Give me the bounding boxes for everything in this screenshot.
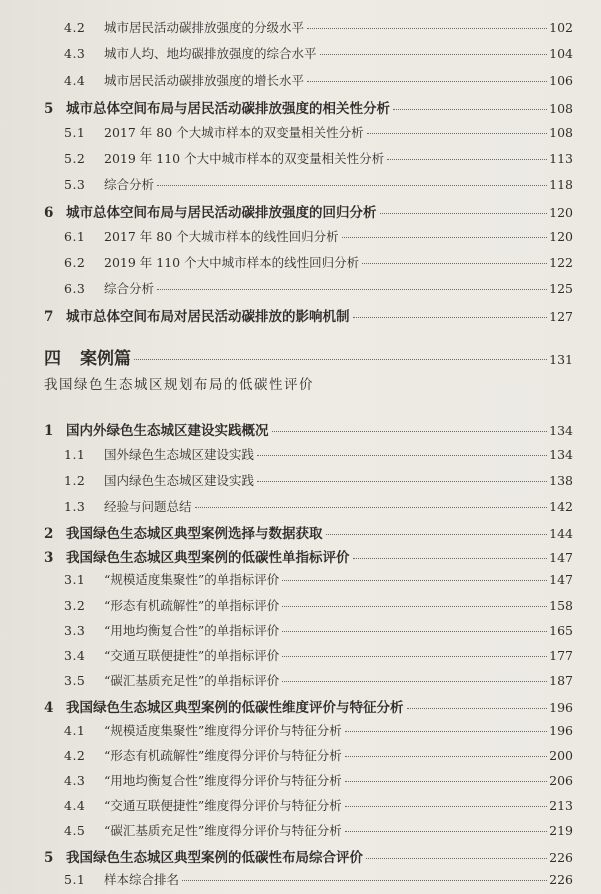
entry-number: 3.4	[64, 648, 86, 663]
toc-section-entry	[64, 671, 573, 689]
entry-title: 城市总体空间布局与居民活动碳排放强度的相关性分析	[66, 101, 390, 117]
toc-section-entry	[64, 71, 573, 89]
entry-number: 5.1	[64, 872, 86, 887]
leader-dots	[366, 858, 547, 859]
toc-chapter-entry	[44, 305, 573, 325]
entry-title: 我国绿色生态城区典型案例的低碳性布局综合评价	[66, 850, 363, 866]
entry-title: “形态有机疏解性”维度得分评价与特征分析	[104, 748, 342, 763]
entry-number: 4.3	[64, 773, 86, 788]
entry-number: 4.1	[64, 723, 86, 738]
part-subtitle: 我国绿色生态城区规划布局的低碳性评价	[44, 377, 314, 393]
leader-dots	[353, 317, 548, 318]
toc-section-entry	[64, 621, 573, 639]
entry-title: 2017 年 80 个大城市样本的线性回归分析	[104, 229, 339, 244]
entry-number: 1.1	[64, 447, 86, 462]
entry-title: 2019 年 110 个大中城市样本的双变量相关性分析	[104, 151, 385, 166]
leader-dots	[345, 781, 547, 782]
leader-dots	[195, 507, 548, 508]
entry-page-number: 200	[549, 748, 573, 763]
toc-section-entry	[64, 497, 573, 515]
entry-title: 我国绿色生态城区典型案例的低碳性单指标评价	[66, 550, 350, 566]
toc-section-entry	[64, 44, 573, 62]
entry-page-number: 108	[549, 101, 573, 116]
entry-number: 4.2	[64, 20, 86, 35]
entry-number: 3.1	[64, 572, 86, 587]
toc-section-entry	[64, 227, 573, 245]
entry-number: 5.3	[64, 177, 86, 192]
toc-section-entry	[64, 445, 573, 463]
entry-number: 1.2	[64, 473, 86, 488]
leader-dots	[353, 558, 548, 559]
leader-dots	[307, 81, 547, 82]
entry-page-number: 187	[549, 673, 573, 688]
entry-number: 1	[44, 423, 54, 439]
entry-title: 综合分析	[104, 281, 155, 296]
entry-number: 4.4	[64, 73, 86, 88]
entry-page-number: 158	[549, 598, 573, 613]
toc-chapter-entry	[44, 201, 573, 221]
toc-section-entry	[64, 471, 573, 489]
entry-number: 3	[44, 550, 54, 566]
entry-page-number: 219	[549, 823, 573, 838]
entry-page-number: 120	[549, 229, 573, 244]
toc-section-entry	[64, 175, 573, 193]
toc-chapter-entry	[44, 696, 573, 716]
entry-title: 城市居民活动碳排放强度的分级水平	[104, 20, 305, 35]
entry-page-number: 142	[549, 499, 573, 514]
entry-title: 城市总体空间布局对居民活动碳排放的影响机制	[66, 309, 350, 325]
entry-number: 3.3	[64, 623, 86, 638]
toc-section-entry	[64, 721, 573, 739]
toc-chapter-entry	[44, 97, 573, 117]
entry-number: 6	[44, 205, 54, 221]
entry-page-number: 102	[549, 20, 573, 35]
entry-number: 4.3	[64, 46, 86, 61]
entry-title: “形态有机疏解性”的单指标评价	[104, 598, 280, 613]
entry-page-number: 127	[549, 309, 573, 324]
entry-page-number: 118	[549, 177, 573, 192]
entry-page-number: 108	[549, 125, 573, 140]
entry-page-number: 147	[549, 550, 573, 565]
toc-chapter-entry	[44, 846, 573, 866]
entry-page-number: 134	[549, 447, 573, 462]
leader-dots	[282, 631, 547, 632]
leader-dots	[157, 185, 547, 186]
entry-number: 6.2	[64, 255, 86, 270]
entry-page-number: 226	[549, 850, 573, 865]
entry-page-number: 138	[549, 473, 573, 488]
leader-dots	[367, 133, 548, 134]
entry-title: 样本综合排名	[104, 872, 180, 887]
toc-section-entry	[64, 646, 573, 664]
leader-dots	[345, 731, 547, 732]
entry-page-number: 196	[549, 700, 573, 715]
entry-title: 2017 年 80 个大城市样本的双变量相关性分析	[104, 125, 364, 140]
entry-number: 5.1	[64, 125, 86, 140]
entry-page-number: 104	[549, 46, 573, 61]
entry-page-number: 125	[549, 281, 573, 296]
toc-section-entry	[64, 870, 573, 888]
entry-title: 国内外绿色生态城区建设实践概况	[66, 423, 269, 439]
leader-dots	[157, 289, 547, 290]
entry-number: 3.2	[64, 598, 86, 613]
entry-number: 4	[44, 700, 54, 716]
toc-section-entry	[64, 570, 573, 588]
entry-title: “交通互联便捷性”的单指标评价	[104, 648, 280, 663]
toc-chapter-entry	[44, 419, 573, 439]
leader-dots	[387, 159, 547, 160]
entry-title: 我国绿色生态城区典型案例的低碳性维度评价与特征分析	[66, 700, 404, 716]
leader-dots	[282, 681, 547, 682]
part-title: 案例篇	[80, 349, 131, 369]
entry-page-number: 213	[549, 798, 573, 813]
entry-title: 国内绿色生态城区建设实践	[104, 473, 255, 488]
toc-section-entry	[64, 771, 573, 789]
entry-title: 城市总体空间布局与居民活动碳排放强度的回归分析	[66, 205, 377, 221]
leader-dots	[362, 263, 547, 264]
entry-title: 城市居民活动碳排放强度的增长水平	[104, 73, 305, 88]
entry-title: “碳汇基质充足性”的单指标评价	[104, 673, 280, 688]
leader-dots	[272, 431, 548, 432]
entry-page-number: 120	[549, 205, 573, 220]
entry-number: 6.3	[64, 281, 86, 296]
entry-number: 6.1	[64, 229, 86, 244]
leader-dots	[320, 54, 548, 55]
entry-title: “交通互联便捷性”维度得分评价与特征分析	[104, 798, 342, 813]
toc-part-heading	[44, 344, 573, 369]
entry-number: 4.2	[64, 748, 86, 763]
leader-dots	[257, 481, 547, 482]
entry-page-number: 106	[549, 73, 573, 88]
entry-page-number: 206	[549, 773, 573, 788]
leader-dots	[393, 109, 547, 110]
entry-page-number: 147	[549, 572, 573, 587]
toc-section-entry	[64, 123, 573, 141]
part-number: 四	[44, 349, 63, 369]
entry-title: “用地均衡复合性”维度得分评价与特征分析	[104, 773, 342, 788]
leader-dots	[326, 534, 548, 535]
entry-number: 2	[44, 526, 54, 542]
leader-dots	[342, 237, 548, 238]
entry-number: 1.3	[64, 499, 86, 514]
toc-chapter-entry	[44, 522, 573, 542]
entry-page-number: 226	[549, 872, 573, 887]
entry-title: 国外绿色生态城区建设实践	[104, 447, 255, 462]
leader-dots	[257, 455, 547, 456]
leader-dots	[345, 756, 547, 757]
entry-number: 3.5	[64, 673, 86, 688]
entry-page-number: 113	[549, 151, 573, 166]
entry-page-number: 196	[549, 723, 573, 738]
toc-section-entry	[64, 746, 573, 764]
toc-section-entry	[64, 596, 573, 614]
entry-title: “碳汇基质充足性”维度得分评价与特征分析	[104, 823, 342, 838]
leader-dots	[407, 708, 548, 709]
entry-title: 综合分析	[104, 177, 155, 192]
entry-title: 我国绿色生态城区典型案例选择与数据获取	[66, 526, 323, 542]
leader-dots	[182, 880, 547, 881]
entry-page-number: 177	[549, 648, 573, 663]
entry-page-number: 165	[549, 623, 573, 638]
leader-dots	[282, 580, 547, 581]
entry-title: “规模适度集聚性”的单指标评价	[104, 572, 280, 587]
toc-chapter-entry	[44, 546, 573, 566]
leader-dots	[345, 806, 547, 807]
leader-dots	[282, 606, 547, 607]
leader-dots	[380, 213, 548, 214]
entry-title: “规模适度集聚性”维度得分评价与特征分析	[104, 723, 342, 738]
leader-dots	[134, 359, 547, 360]
entry-title: “用地均衡复合性”的单指标评价	[104, 623, 280, 638]
entry-number: 5	[44, 850, 54, 866]
toc-section-entry	[64, 18, 573, 36]
toc-section-entry	[64, 149, 573, 167]
leader-dots	[307, 28, 547, 29]
leader-dots	[282, 656, 547, 657]
entry-title: 经验与问题总结	[104, 499, 192, 514]
toc-section-entry	[64, 796, 573, 814]
entry-number: 7	[44, 309, 54, 325]
leader-dots	[345, 831, 547, 832]
toc-section-entry	[64, 253, 573, 271]
entry-number: 4.5	[64, 823, 86, 838]
toc-section-entry	[64, 821, 573, 839]
entry-title: 城市人均、地均碳排放强度的综合水平	[104, 46, 317, 61]
entry-number: 4.4	[64, 798, 86, 813]
entry-number: 5.2	[64, 151, 86, 166]
entry-number: 5	[44, 101, 54, 117]
entry-title: 2019 年 110 个大中城市样本的线性回归分析	[104, 255, 360, 270]
entry-page-number: 134	[549, 423, 573, 438]
entry-page-number: 144	[549, 526, 573, 541]
toc-section-entry	[64, 279, 573, 297]
entry-page-number: 122	[549, 255, 573, 270]
part-page: 131	[549, 352, 573, 367]
